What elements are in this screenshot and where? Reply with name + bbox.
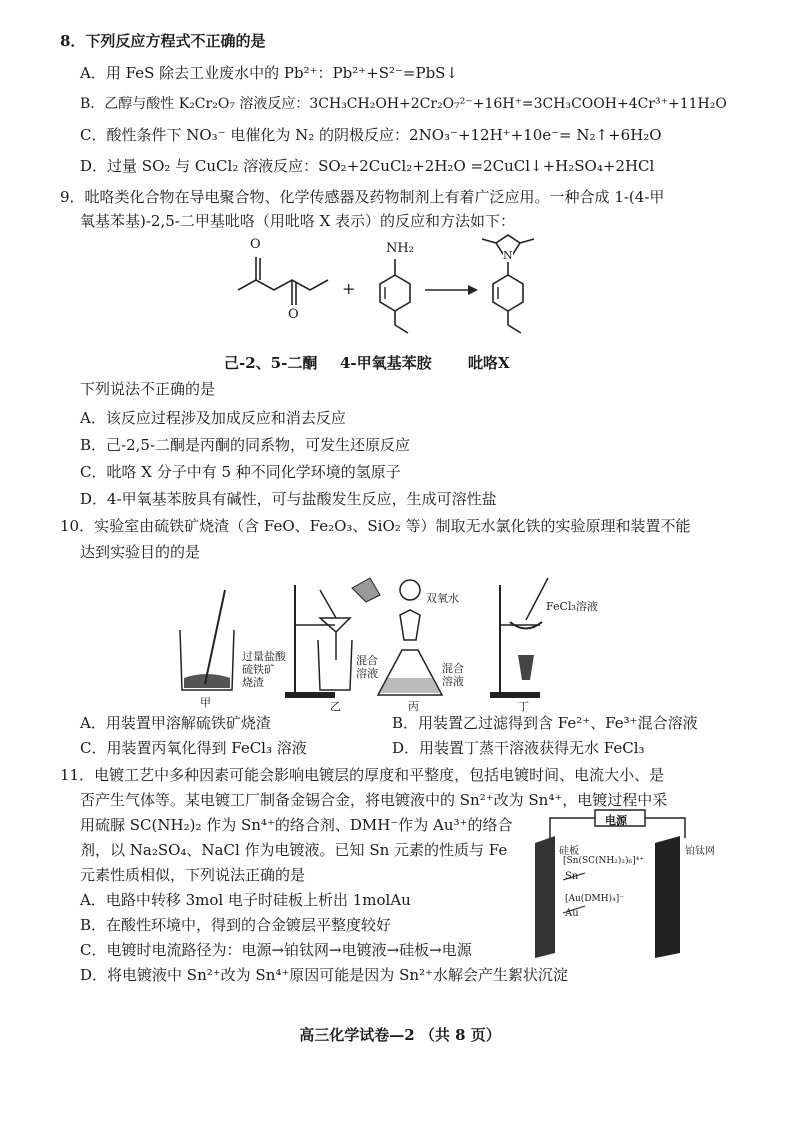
silicon-plate (535, 836, 555, 958)
bing-label-1: 混合 (442, 662, 464, 675)
silicon-label: 硅板 (559, 846, 579, 857)
jia-label-1: 过量盐酸 (242, 650, 286, 663)
pyrrole-methyl-2 (520, 239, 534, 243)
q10-stem-line2: 达到实验目的的是 (80, 543, 201, 561)
pyrrole-methyl-1 (482, 239, 496, 243)
q9-stem-line1: 9．吡咯类化合物在导电聚合物、化学传感器及药物制剂上有着广泛应用。一种合成 1-(4-甲 (60, 188, 665, 206)
q11-stem-line1: 11．电镀工艺中多种因素可能会影响电镀层的厚度和平整度，包括电镀时间、电流大小、是 (60, 766, 665, 784)
q11-stem-line5: 元素性质相似，下列说法正确的是 (80, 866, 306, 884)
au-label: Au (565, 908, 579, 919)
q10-option-c: C．用装置丙氧化得到 FeCl₃ 溶液 (80, 739, 307, 757)
q9-option-c: C．吡咯 X 分子中有 5 种不同化学环境的氢原子 (80, 463, 401, 481)
electroplating-svg (525, 808, 715, 958)
pour-beaker-yi (352, 578, 380, 602)
tag-jia: 甲 (200, 696, 211, 709)
q10-option-d: D．用装置丁蒸干溶液获得无水 FeCl₃ (392, 739, 645, 757)
reaction-arrow-head (468, 285, 478, 295)
beaker-yi (318, 640, 352, 690)
q9-option-a: A．该反应过程涉及加成反应和消去反应 (80, 409, 346, 427)
pyrrole-methyl-o-bond (508, 325, 521, 333)
pt-label: 铂钛网 (685, 846, 715, 857)
dione-o1: O (250, 237, 261, 252)
glass-rod-yi (320, 590, 336, 618)
tag-bing: 丙 (408, 700, 419, 713)
q11-option-b: B．在酸性环境中，得到的合金镀层平整度较好 (80, 916, 392, 934)
q9-option-b: B．己-2,5-二酮是丙酮的同系物，可发生还原反应 (80, 436, 411, 454)
tag-ding: 丁 (518, 700, 529, 713)
q10-stem-line1: 10．实验室由硫铁矿烧渣（含 FeO、Fe₂O₃、SiO₂ 等）制取无水氯化铁的实验原理和装置不能 (60, 517, 691, 535)
jia-label-3: 烧渣 (242, 676, 264, 689)
label-dione: 己-2、5-二酮 (224, 354, 318, 372)
q11-stem-line4: 剂，以 Na₂SO₄、NaCl 作为电镀液。已知 Sn 元素的性质与 Fe (80, 841, 508, 859)
electroplating-figure (525, 808, 715, 958)
sep-funnel-bing (400, 610, 420, 640)
yi-label-1: 混合 (356, 654, 378, 667)
q8-option-d: D．过量 SO₂ 与 CuCl₂ 溶液反应：SO₂+2CuCl₂+2H₂O =2CuCl↓+H₂SO₄+2HCl (80, 157, 655, 175)
nh2-label: NH₂ (386, 241, 414, 256)
apparatus-figure (170, 570, 600, 713)
rod-ding (526, 578, 548, 620)
q8-stem: 8．下列反应方程式不正确的是 (60, 32, 266, 50)
bing-label-0: 双氧水 (426, 592, 459, 605)
q11-option-d: D．将电镀液中 Sn²⁺改为 Sn⁴⁺原因可能是因为 Sn²⁺水解会产生絮状沉淀 (80, 966, 568, 984)
q11-stem-line2: 否产生气体等。某电镀工厂制备金锡合金，将电镀液中的 Sn²⁺改为 Sn⁴⁺，电镀过程中采 (80, 791, 668, 809)
label-pyrrole-x: 吡咯X (468, 354, 510, 372)
stand-base-yi (285, 692, 335, 698)
pt-ti-mesh (655, 836, 680, 958)
dione-o2: O (288, 307, 299, 322)
tag-yi: 乙 (330, 700, 341, 713)
dione-chain (238, 280, 328, 290)
bing-label-2: 溶液 (442, 675, 464, 688)
complex2-label: [Au(DMH)₄]⁻ (565, 894, 624, 904)
wire-left (550, 818, 595, 838)
lamp-ding (518, 655, 534, 680)
q9-ask: 下列说法不正确的是 (80, 380, 216, 398)
flask-bing-liquid (380, 678, 440, 693)
yi-label-2: 溶液 (356, 667, 378, 680)
q11-stem-line3: 用硫脲 SC(NH₂)₂ 作为 Sn⁴⁺的络合剂、DMH⁻作为 Au³⁺的络合 (80, 816, 513, 834)
q8-option-b: B．乙醇与酸性 K₂Cr₂O₇ 溶液反应：3CH₃CH₂OH+2Cr₂O₇²⁻+16H⁺=3CH₃COOH+4Cr³⁺+11H₂O (80, 96, 727, 112)
page-footer: 高三化学试卷—2 （共 8 页） (299, 1026, 501, 1044)
pyrrole-n-label: N (503, 249, 513, 262)
complex1-label: [Sn(SC(NH₂)₂)₆]⁴⁺ (563, 856, 644, 866)
q10-option-a: A．用装置甲溶解硫铁矿烧渣 (80, 714, 271, 732)
sn-label: Sn (565, 871, 579, 882)
anisidine-methyl-bond (395, 325, 408, 333)
sep-funnel-top-bing (400, 580, 420, 600)
q8-option-c: C．酸性条件下 NO₃⁻ 电催化为 N₂ 的阴极反应：2NO₃⁻+12H⁺+10e⁻= N₂↑+6H₂O (80, 126, 662, 144)
stir-rod-jia (205, 590, 225, 684)
power-label: 电源 (605, 814, 627, 827)
stand-base-ding (490, 692, 540, 698)
q10-option-b: B．用装置乙过滤得到含 Fe²⁺、Fe³⁺混合溶液 (392, 714, 698, 732)
reaction-scheme (230, 235, 560, 350)
apparatus-svg (170, 570, 600, 710)
wire-right (645, 818, 685, 838)
q11-option-c: C．电镀时电流路径为：电源→铂钛网→电镀液→硅板→电源 (80, 941, 472, 959)
jia-label-2: 硫铁矿 (242, 663, 275, 676)
label-anisidine: 4-甲氧基苯胺 (340, 354, 432, 372)
q9-stem-line2: 氧基苯基)-2,5-二甲基吡咯（用吡咯 X 表示）的反应和方法如下： (80, 212, 516, 230)
q11-option-a: A．电路中转移 3mol 电子时硅板上析出 1molAu (80, 891, 411, 909)
plus-sign: + (342, 279, 356, 298)
q8-option-a: A．用 FeS 除去工业废水中的 Pb²⁺：Pb²⁺+S²⁻=PbS↓ (80, 64, 459, 82)
q9-option-d: D．4-甲氧基苯胺具有碱性，可与盐酸发生反应，生成可溶性盐 (80, 490, 497, 508)
ding-label: FeCl₃溶液 (546, 600, 598, 613)
